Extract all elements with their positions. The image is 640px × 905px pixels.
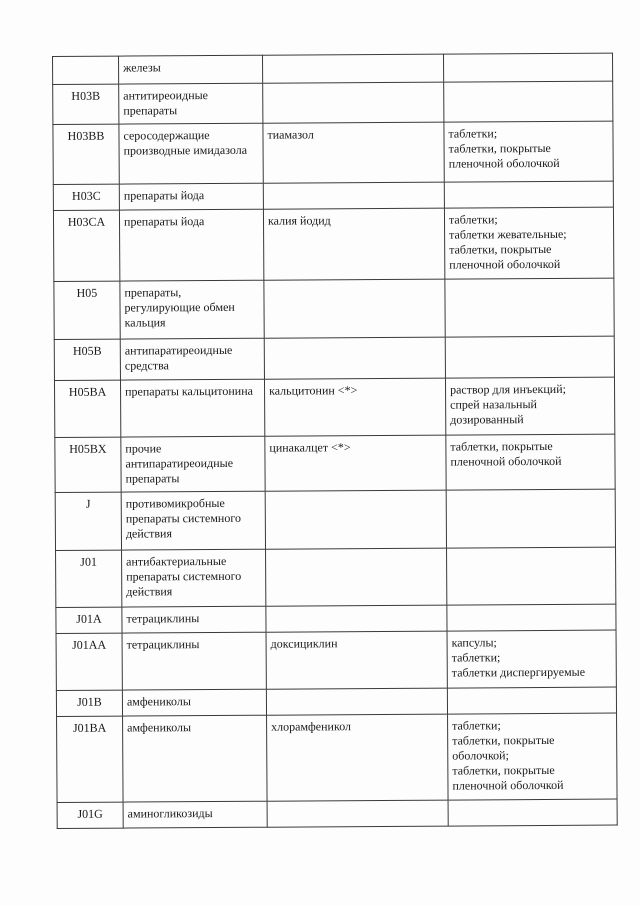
dosage-form-cell: раствор для инъекций; спрей назальный дозированный — [445, 377, 614, 435]
atc-code-cell — [53, 56, 119, 84]
atc-code-cell: J01BA — [57, 716, 124, 802]
atc-code-cell: H03CA — [53, 210, 119, 281]
table-row — [55, 489, 615, 550]
table-row — [54, 336, 614, 380]
pharmacological-group-cell: антипаратиреоидные средства — [120, 338, 264, 380]
dosage-form-cell — [447, 547, 616, 605]
pharmacological-group-cell: амфениколы — [122, 689, 266, 716]
drug-name-cell: калия йодид — [263, 208, 444, 280]
drug-name-cell — [266, 548, 447, 606]
atc-code-cell: J01G — [57, 802, 123, 828]
dosage-form-cell — [443, 53, 612, 82]
table-row — [56, 630, 616, 690]
table-row — [53, 81, 613, 124]
dosage-form-cell — [447, 604, 616, 631]
atc-code-cell: H03C — [53, 184, 119, 210]
drug-list-table — [52, 53, 618, 829]
dosage-form-cell — [445, 278, 614, 337]
table-row — [53, 53, 613, 84]
drug-name-cell: кальцитонин <*> — [264, 378, 445, 436]
drug-name-cell — [263, 82, 444, 123]
dosage-form-cell — [444, 181, 613, 208]
table-row — [56, 547, 616, 607]
table-row — [54, 377, 614, 437]
drug-name-cell — [266, 605, 447, 632]
dosage-form-cell: таблетки, покрытые пленочной оболочкой — [446, 434, 615, 490]
pharmacological-group-cell: препараты йода — [119, 183, 263, 210]
dosage-form-cell: таблетки; таблетки жевательные; таблетки, покрытые пленочной оболочкой — [444, 207, 613, 279]
atc-code-cell: H05 — [54, 281, 120, 339]
drug-name-cell — [264, 279, 445, 338]
atc-code-cell: J — [55, 492, 121, 550]
atc-code-cell: J01B — [56, 690, 122, 716]
dosage-form-cell: таблетки; таблетки, покрытые оболочкой; таблетки, покрытые пленочной оболочкой — [448, 713, 618, 800]
pharmacological-group-cell: тетрациклины — [122, 606, 266, 633]
dosage-form-cell — [445, 336, 614, 378]
atc-code-cell: H05BA — [54, 380, 120, 437]
table-row — [55, 434, 615, 492]
drug-name-cell: цинакалцет <*> — [265, 435, 446, 491]
pharmacological-group-cell: аминогликозиды — [123, 801, 267, 828]
table-row — [56, 687, 616, 716]
pharmacological-group-cell: тетрациклины — [122, 632, 266, 690]
pharmacological-group-cell: препараты, регулирующие обмен кальция — [120, 280, 264, 339]
dosage-form-cell — [444, 81, 613, 122]
pharmacological-group-cell: антибактериальные препараты системного действия — [122, 549, 266, 607]
atc-code-cell: J01AA — [56, 633, 122, 690]
pharmacological-group-cell: амфениколы — [123, 715, 268, 802]
atc-code-cell: H03B — [53, 84, 119, 124]
pharmacological-group-cell: препараты йода — [119, 209, 263, 281]
atc-code-cell: J01 — [56, 550, 122, 607]
table-row — [53, 121, 613, 184]
dosage-form-cell — [448, 799, 617, 826]
atc-code-cell: H05B — [54, 339, 120, 380]
dosage-form-cell: таблетки; таблетки, покрытые пленочной оболочкой — [444, 121, 613, 182]
table-row — [56, 604, 616, 633]
drug-name-cell: тиамазол — [263, 122, 444, 183]
pharmacological-group-cell: серосодержащие производные имидазола — [119, 123, 263, 184]
drug-name-cell — [264, 337, 445, 379]
table-row — [54, 278, 614, 339]
drug-name-cell — [266, 688, 447, 715]
drug-name-cell — [267, 800, 448, 827]
pharmacological-group-cell: препараты кальцитонина — [120, 379, 264, 437]
drug-name-cell: доксициклин — [266, 631, 447, 689]
table-row — [53, 207, 613, 281]
pharmacological-group-cell: железы — [119, 55, 263, 84]
atc-code-cell: H03BB — [53, 124, 119, 184]
pharmacological-group-cell: антитиреоидные препараты — [119, 83, 263, 124]
dosage-form-cell — [447, 687, 616, 714]
pharmacological-group-cell: прочие антипаратиреоидные препараты — [121, 436, 265, 492]
drug-name-cell — [265, 490, 446, 549]
pharmacological-group-cell: противомикробные препараты системного действия — [121, 491, 265, 550]
dosage-form-cell — [446, 489, 615, 548]
table-row — [53, 181, 613, 210]
atc-code-cell: H05BX — [55, 437, 121, 492]
drug-name-cell: хлорамфеникол — [267, 714, 449, 801]
dosage-form-cell: капсулы; таблетки; таблетки диспергируемые — [447, 630, 616, 688]
drug-name-cell — [263, 182, 444, 209]
atc-code-cell: J01A — [56, 607, 122, 633]
drug-name-cell — [262, 54, 443, 83]
table-row — [57, 799, 617, 828]
table-row — [57, 713, 618, 802]
